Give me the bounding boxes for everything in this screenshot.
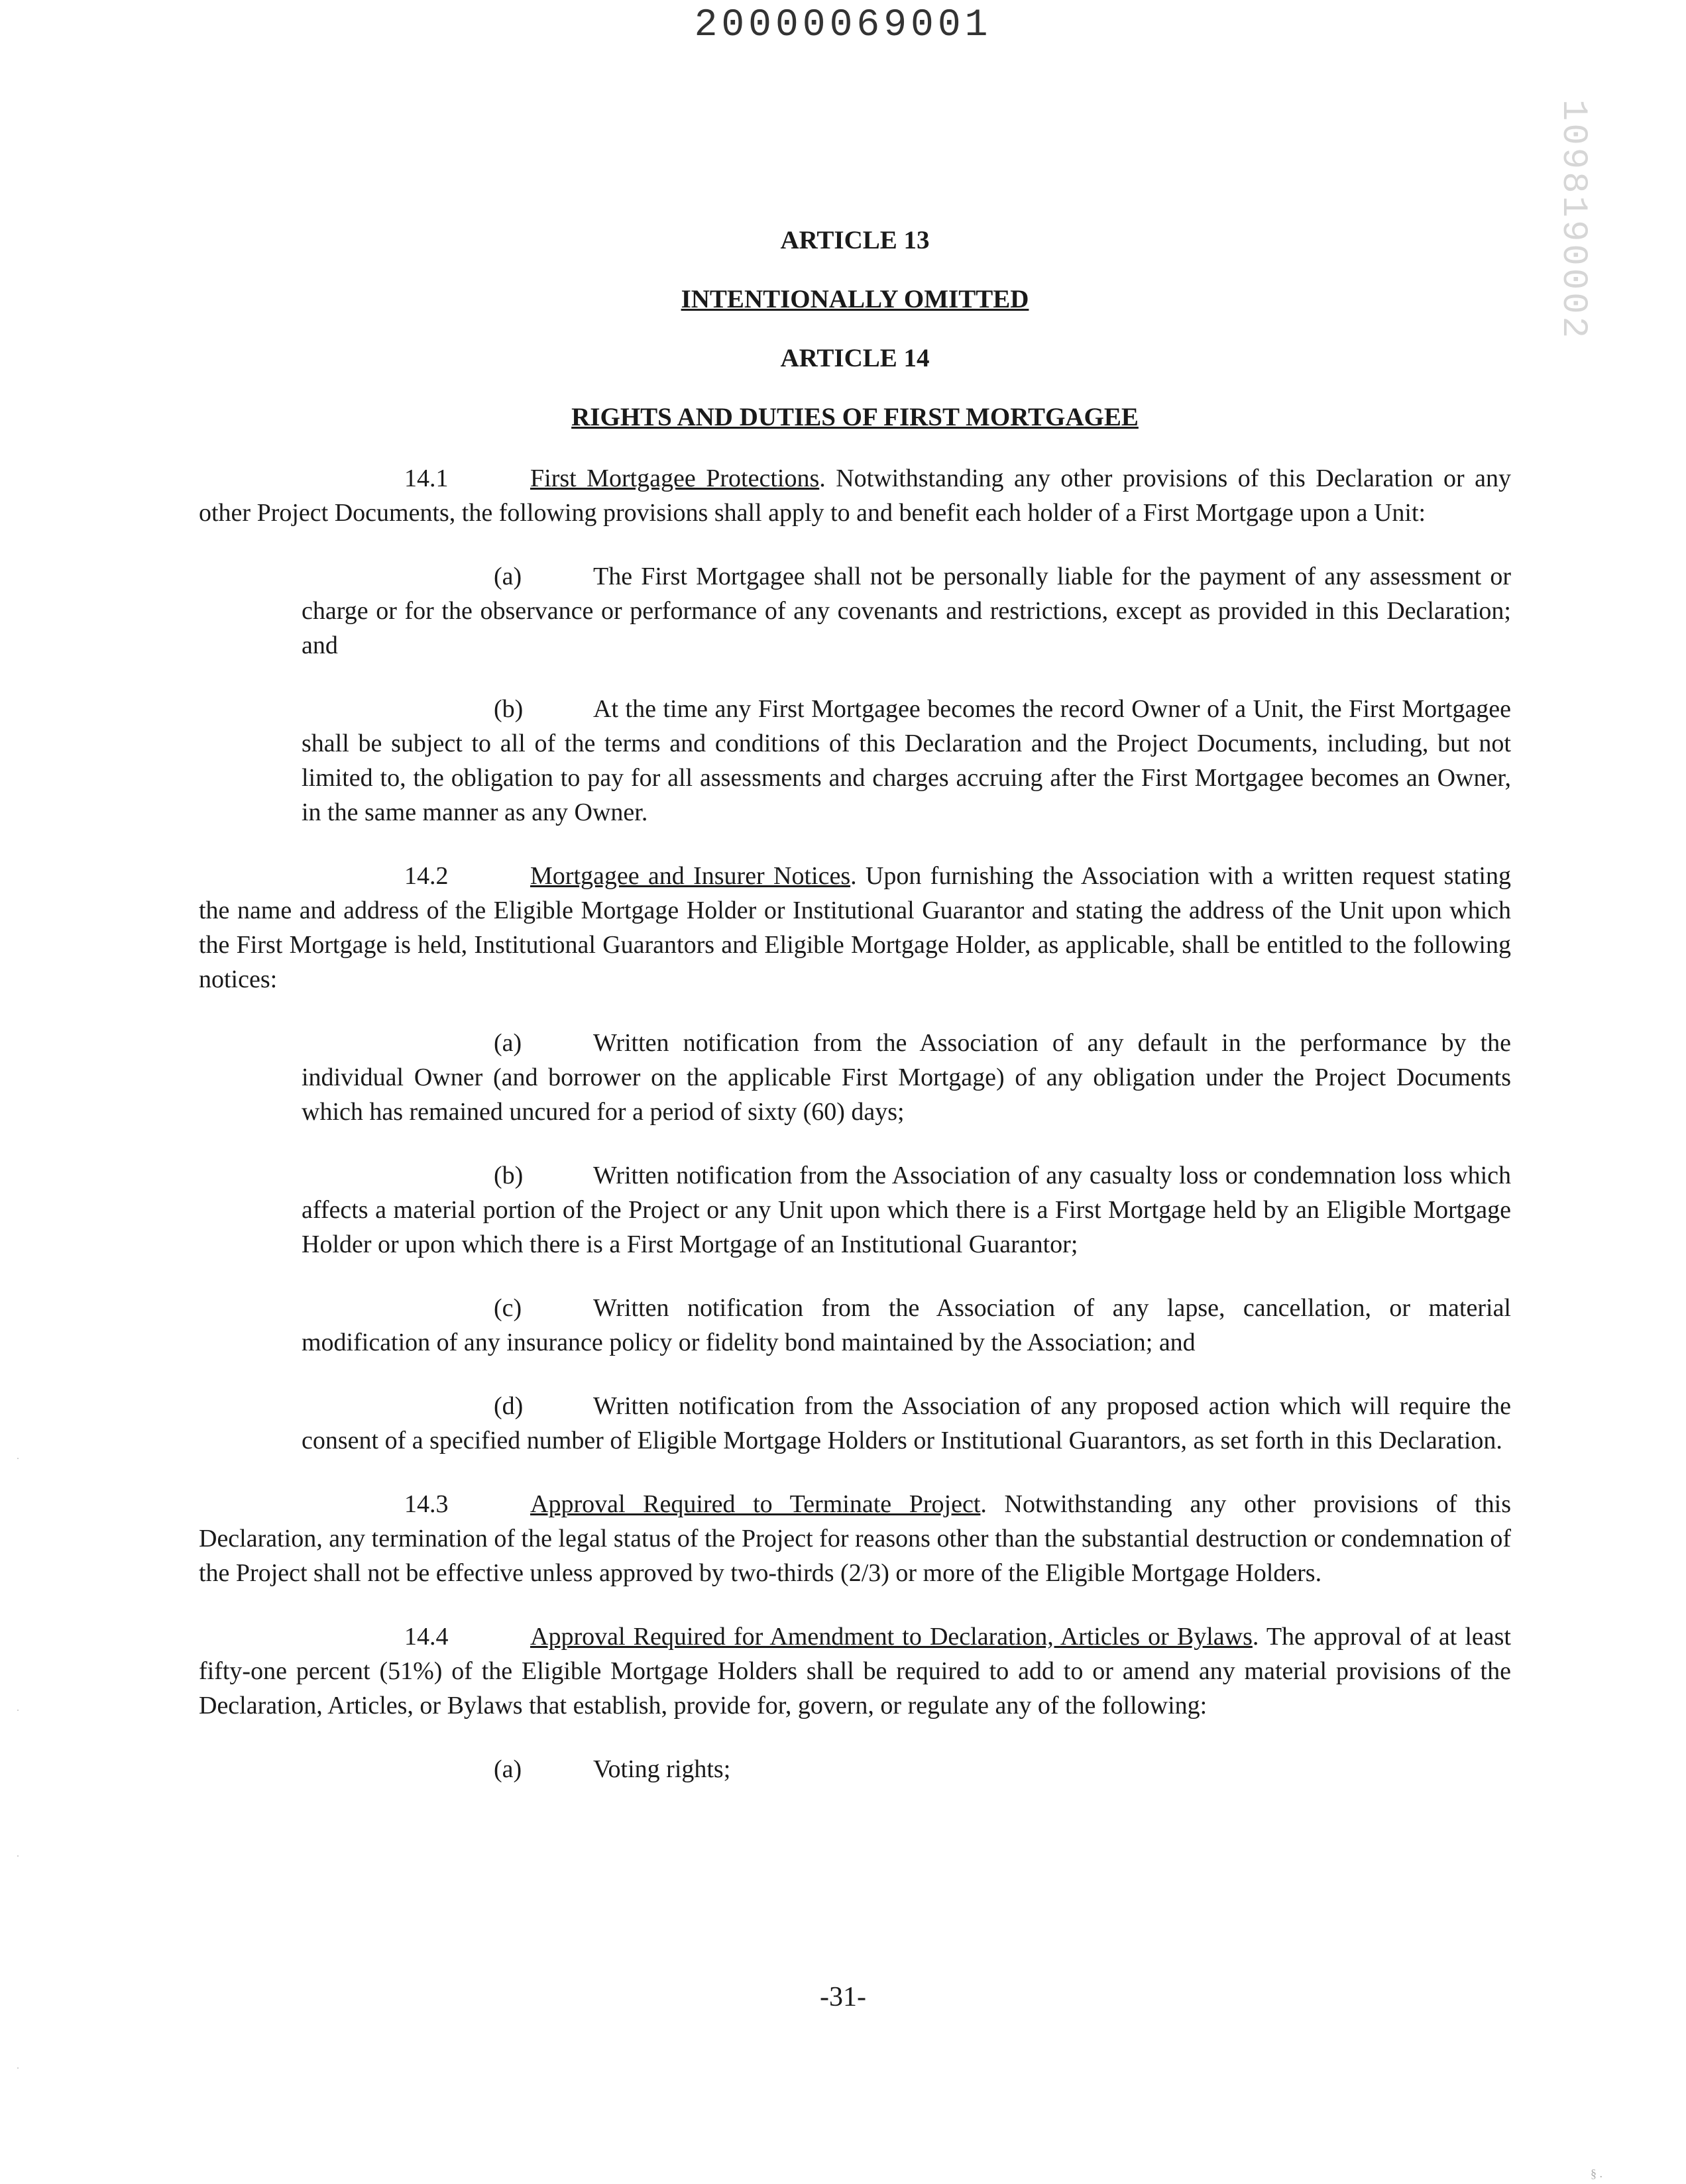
section-14-2-item-c [199,1291,1511,1360]
section-14-2-item-a [199,1026,1511,1129]
item-label: (b) [494,1162,524,1189]
document-number: 20000069001 [694,4,992,47]
article-13-title: ARTICLE 13 [780,226,930,254]
section-14-2-item-b [199,1158,1511,1262]
section-number: 14.3 [404,1490,449,1518]
section-14-1 [199,461,1511,530]
section-number: 14.4 [404,1623,449,1651]
item-text: Written notification from the Association of any proposed action which will require the consent of a specified number of Eligible Mortgage Holders or Institutional Guarantors, as set forth in this Declaration. [302,1392,1511,1454]
item-label: (a) [494,1029,522,1057]
item-label: (c) [494,1294,522,1322]
section-text: . Notwithstanding any other provisions of this Declaration, any termination of the legal status of the Project for reasons other than the substantial destruction or condemnation of the Project shall not be effective unless approved by two-thirds (2/3) or more of the Eligible Mortgage Holders. [199,1490,1511,1587]
section-14-2 [199,859,1511,997]
article-13-subtitle: INTENTIONALLY OMITTED [681,285,1029,313]
item-label: (d) [494,1392,524,1420]
side-stamp: 1098190002 [1553,99,1593,341]
page-number: -31- [820,1982,866,2012]
section-heading: Mortgagee and Insurer Notices [530,862,851,890]
section-number: 14.2 [404,862,449,890]
item-text: Written notification from the Association of any lapse, cancellation, or material modification of any insurance policy or fidelity bond maintained by the Association; and [302,1294,1511,1356]
item-text: Written notification from the Association of any casualty loss or condemnation loss which affects a material portion of the Project or any Unit upon which there is a First Mortgage held by an Eligible Mortgage Holder or upon which there is a First Mortgage of an Institutional Guarantor; [302,1162,1511,1258]
section-14-1-item-b [199,692,1511,830]
section-heading: Approval Required for Amendment to Declaration, Articles or Bylaws [530,1623,1253,1651]
section-14-4-item-a [199,1752,1511,1786]
section-14-4 [199,1619,1511,1723]
item-label: (a) [494,1755,522,1783]
section-heading: First Mortgagee Protections [530,464,820,492]
item-label: (a) [494,563,522,590]
item-text: The First Mortgagee shall not be personally liable for the payment of any assessment or charge or for the observance or performance of any covenants and restrictions, except as provided in this Declaration; and [302,563,1511,659]
section-text: . Notwithstanding any other provisions of this Declaration or any other Project Documents, the following provisions shall apply to and benefit each holder of a First Mortgage upon a Unit: [199,464,1511,527]
item-text: Voting rights; [593,1755,731,1783]
margin-mark [17,1458,19,1459]
section-14-3 [199,1487,1511,1590]
item-text: Written notification from the Association of any default in the performance by the individual Owner (and borrower on the applicable First Mortgage) of any obligation under the Project Documents which has remained uncured for a period of sixty (60) days; [302,1029,1511,1126]
margin-mark [17,1710,19,1711]
section-number: 14.1 [404,464,449,492]
section-14-1-item-a [199,559,1511,663]
article-14-subtitle: RIGHTS AND DUTIES OF FIRST MORTGAGEE [571,403,1139,431]
item-label: (b) [494,695,524,723]
corner-mark: § . [1591,2167,1602,2180]
section-heading: Approval Required to Terminate Project [530,1490,981,1518]
section-14-2-item-d [199,1389,1511,1458]
item-text: At the time any First Mortgagee becomes the record Owner of a Unit, the First Mortgagee shall be subject to all of the terms and conditions of this Declaration and the Project Documents, including, but not limited to, the obligation to pay for all assessments and charges accruing after the First Mortgagee becomes an Owner, in the same manner as any Owner. [302,695,1511,826]
section-text: . The approval of at least fifty-one percent (51%) of the Eligible Mortgage Holders shall be required to add to or amend any material provisions of the Declaration, Articles, or Bylaws that establish, provide for, govern, or regulate any of the following: [199,1623,1511,1720]
margin-mark [17,2067,19,2069]
article-14-title: ARTICLE 14 [780,344,930,372]
margin-mark [17,1855,19,1857]
document-body [199,219,1511,1786]
section-text: . Upon furnishing the Association with a written request stating the name and address of the Eligible Mortgage Holder or Institutional Guarantor and stating the address of the Unit upon which the First Mortgage is held, Institutional Guarantors and Eligible Mortgage Holder, as applicable, shall be entitled to the following notices: [199,862,1511,993]
